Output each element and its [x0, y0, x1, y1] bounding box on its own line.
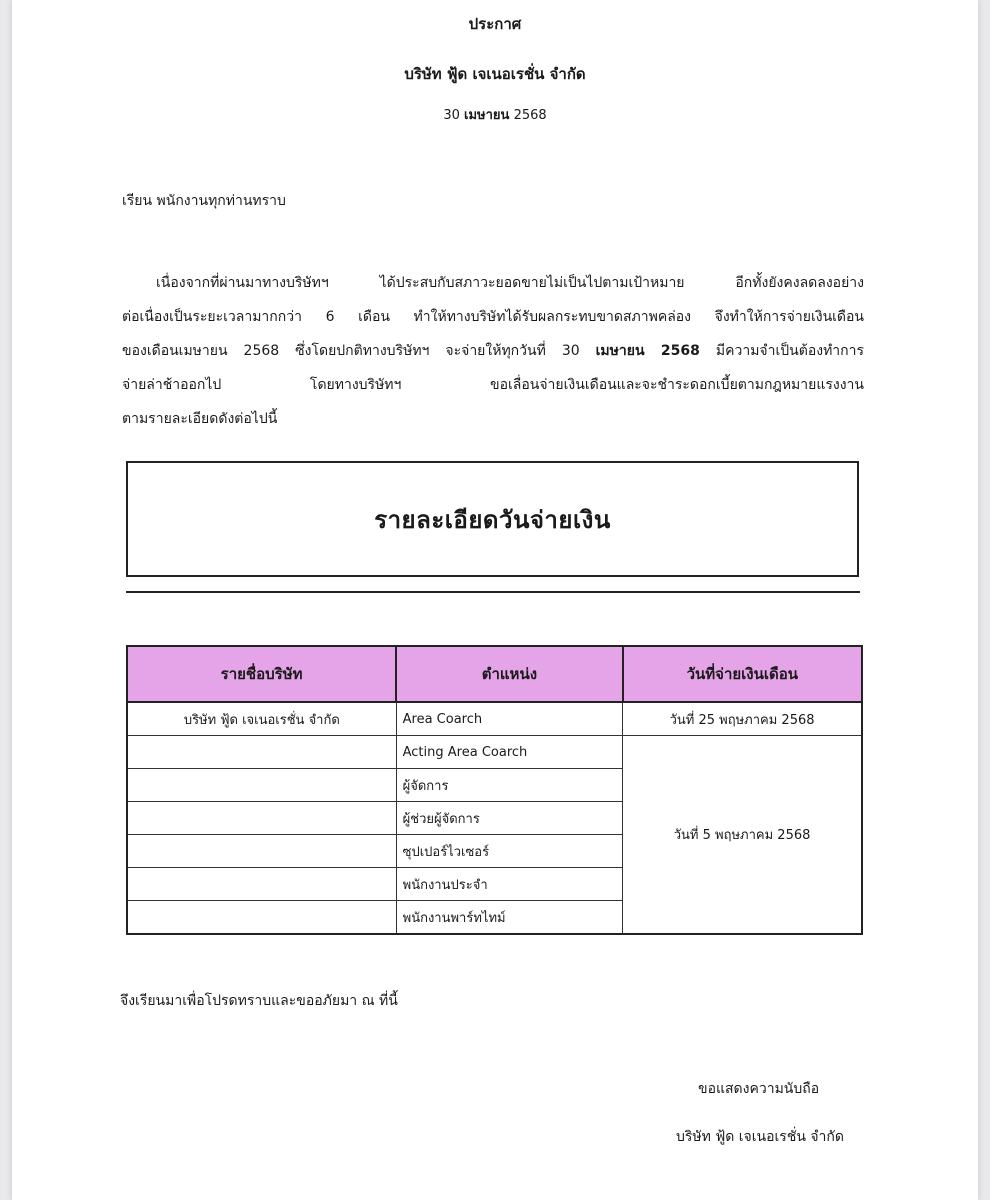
- date-year: 2568: [513, 108, 547, 123]
- body-line-3-post: มีความจำเป็นต้องทำการ: [699, 343, 865, 359]
- cell-pay-date-first: วันที่ 25 พฤษภาคม 2568: [623, 702, 862, 736]
- cell-company-empty: [127, 868, 396, 901]
- body-line-3: [122, 334, 864, 368]
- payment-details-title: รายละเอียดวันจ่ายเงิน: [374, 505, 611, 534]
- cell-company-empty: [127, 736, 396, 769]
- body-line-1: เนื่องจากที่ผ่านมาทางบริษัทฯ ได้ประสบกับสภาวะยอดขายไม่เป็นไปตามเป้าหมาย อีกทั้งยังคงลดลงอย่าง: [156, 275, 864, 291]
- cell-position: ผู้จัดการ: [396, 769, 623, 802]
- cell-position: Area Coarch: [396, 702, 623, 736]
- signature-regards: ขอแสดงความนับถือ: [698, 1081, 820, 1097]
- cell-position: พนักงานประจำ: [396, 868, 623, 901]
- body-line-3-pre: ของเดือนเมษายน 2568 ซึ่งโดยปกติทางบริษัทฯ จะจ่ายให้ทุกวันที่: [122, 343, 562, 359]
- cell-company-empty: [127, 802, 396, 835]
- table-row: [127, 736, 862, 769]
- body-paragraph: [122, 266, 864, 436]
- payment-schedule-table: [126, 645, 863, 935]
- signature-company: บริษัท ฟู้ด เจเนอเรชั่น จำกัด: [676, 1129, 844, 1145]
- body-line-4: จ่ายล่าช้าออกไป โดยทางบริษัทฯ ขอเลื่อนจ่ายเงินเดือนและจะชำระดอกเบี้ยตามกฎหมายแรงงาน: [122, 377, 864, 393]
- header-company: รายชื่อบริษัท: [127, 646, 396, 702]
- cell-position: ผู้ช่วยผู้จัดการ: [396, 802, 623, 835]
- payment-details-box: [126, 461, 859, 577]
- cell-company: บริษัท ฟู้ด เจเนอเรชั่น จำกัด: [127, 702, 396, 736]
- table-row: [127, 702, 862, 736]
- company-name-header: บริษัท ฟู้ด เจเนอเรชั่น จำกัด: [404, 65, 586, 83]
- body-line-5: ตามรายละเอียดดังต่อไปนี้: [122, 411, 278, 427]
- closing-text: จึงเรียนมาเพื่อโปรดทราบและขออภัยมา ณ ที่นี้: [120, 993, 398, 1009]
- cell-position: Acting Area Coarch: [396, 736, 623, 769]
- salutation: เรียน พนักงานทุกท่านทราบ: [122, 193, 286, 209]
- cell-company-empty: [127, 901, 396, 935]
- body-line-3-day: 30: [561, 343, 580, 359]
- date-day: 30: [443, 108, 460, 123]
- cell-company-empty: [127, 835, 396, 868]
- body-line-2: ต่อเนื่องเป็นระยะเวลามากกว่า 6 เดือน ทำให้ทางบริษัทได้รับผลกระทบขาดสภาพคล่อง จึงทำให้การจ่ายเงินเดือน: [122, 309, 864, 325]
- body-line-3-bold: เมษายน 2568: [595, 343, 700, 359]
- table-header-row: [127, 646, 862, 702]
- header-pay-date: วันที่จ่ายเงินเดือน: [623, 646, 862, 702]
- cell-pay-date-rest: วันที่ 5 พฤษภาคม 2568: [623, 736, 862, 935]
- document-page: [12, 0, 978, 1200]
- divider-line: [126, 591, 860, 593]
- header-position: ตำแหน่ง: [396, 646, 623, 702]
- cell-position: ซุปเปอร์ไวเซอร์: [396, 835, 623, 868]
- cell-company-empty: [127, 769, 396, 802]
- announcement-title: ประกาศ: [468, 15, 522, 33]
- announcement-date: [12, 104, 978, 125]
- cell-position: พนักงานพาร์ทไทม์: [396, 901, 623, 935]
- date-month: เมษายน: [464, 108, 510, 123]
